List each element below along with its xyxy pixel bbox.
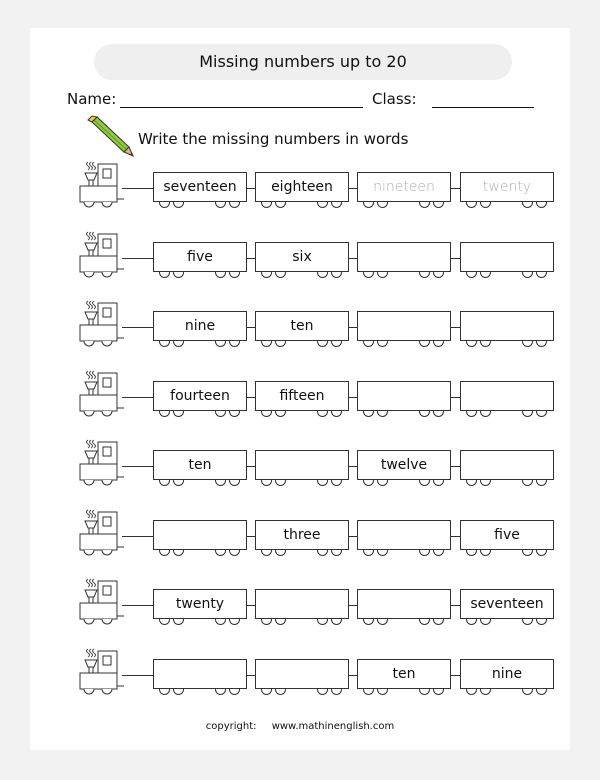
train-row xyxy=(78,161,538,211)
train-row xyxy=(78,439,538,489)
wheel xyxy=(275,550,286,556)
train-row xyxy=(78,300,538,350)
wheel xyxy=(480,550,491,556)
wheel xyxy=(377,480,388,486)
wheel xyxy=(419,689,430,695)
train-row xyxy=(78,370,538,420)
wheel xyxy=(275,689,286,695)
train-car: seventeen xyxy=(153,172,247,202)
wheel xyxy=(363,341,374,347)
car-coupler xyxy=(451,466,460,467)
pencil-icon xyxy=(86,115,136,157)
wheel xyxy=(419,411,430,417)
train-car-blank[interactable] xyxy=(255,450,349,480)
car-coupler xyxy=(349,675,357,676)
wheel xyxy=(261,341,272,347)
train-car: six xyxy=(255,242,349,272)
wheel xyxy=(433,480,444,486)
car-coupler xyxy=(349,605,357,606)
wheel xyxy=(229,619,240,625)
wheel xyxy=(173,341,184,347)
wheel xyxy=(331,272,342,278)
wheel xyxy=(215,619,226,625)
train-car: nineteen xyxy=(357,172,451,202)
wheel xyxy=(159,689,170,695)
wheel xyxy=(466,202,477,208)
wheel xyxy=(377,619,388,625)
car-coupler xyxy=(349,466,357,467)
car-coupler xyxy=(247,258,255,259)
wheel xyxy=(377,550,388,556)
car-coupler xyxy=(451,605,460,606)
wheel xyxy=(522,480,533,486)
train-car: fifteen xyxy=(255,381,349,411)
wheel xyxy=(363,411,374,417)
wheel xyxy=(331,341,342,347)
wheel xyxy=(331,202,342,208)
wheel xyxy=(419,619,430,625)
class-label: Class: xyxy=(372,90,417,108)
wheel xyxy=(536,550,547,556)
wheel xyxy=(229,689,240,695)
wheel xyxy=(377,202,388,208)
wheel xyxy=(419,550,430,556)
car-coupler xyxy=(349,258,357,259)
worksheet xyxy=(30,28,570,750)
train-car: nine xyxy=(460,659,554,689)
wheel xyxy=(536,202,547,208)
instruction-text: Write the missing numbers in words xyxy=(138,130,409,148)
train-row xyxy=(78,578,544,628)
class-line[interactable] xyxy=(432,107,534,108)
wheel xyxy=(466,689,477,695)
wheel xyxy=(522,619,533,625)
wheel xyxy=(331,689,342,695)
wheel xyxy=(522,272,533,278)
wheel xyxy=(331,550,342,556)
wheel xyxy=(317,272,328,278)
wheel xyxy=(215,480,226,486)
wheel xyxy=(433,619,444,625)
wheel xyxy=(363,550,374,556)
car-coupler xyxy=(247,466,255,467)
wheel xyxy=(466,619,477,625)
engine-coupler xyxy=(122,536,153,537)
wheel xyxy=(522,550,533,556)
wheel xyxy=(331,619,342,625)
wheel xyxy=(317,341,328,347)
train-car-blank[interactable] xyxy=(255,589,349,619)
wheel xyxy=(419,202,430,208)
wheel xyxy=(173,411,184,417)
wheel xyxy=(159,550,170,556)
wheel xyxy=(173,689,184,695)
train-car: eighteen xyxy=(255,172,349,202)
wheel xyxy=(317,411,328,417)
wheel xyxy=(173,480,184,486)
wheel xyxy=(466,411,477,417)
wheel xyxy=(466,480,477,486)
train-car-blank[interactable] xyxy=(460,381,554,411)
train-row xyxy=(78,648,538,698)
wheel xyxy=(159,202,170,208)
train-car: twenty xyxy=(153,589,247,619)
train-car: ten xyxy=(255,311,349,341)
car-coupler xyxy=(247,675,255,676)
wheel xyxy=(433,272,444,278)
wheel xyxy=(377,272,388,278)
engine-coupler xyxy=(122,258,153,259)
wheel xyxy=(363,272,374,278)
train-car-blank[interactable] xyxy=(460,450,554,480)
car-coupler xyxy=(247,397,255,398)
wheel xyxy=(480,689,491,695)
wheel xyxy=(480,619,491,625)
wheel xyxy=(331,411,342,417)
wheel xyxy=(363,689,374,695)
train-engine-icon xyxy=(78,509,124,559)
engine-coupler xyxy=(122,605,153,606)
train-row xyxy=(78,231,538,281)
engine-coupler xyxy=(122,397,153,398)
wheel xyxy=(229,341,240,347)
wheel xyxy=(536,619,547,625)
car-coupler xyxy=(451,188,460,189)
name-class-row xyxy=(67,88,537,112)
wheel xyxy=(229,272,240,278)
car-coupler xyxy=(349,536,357,537)
wheel xyxy=(433,202,444,208)
wheel xyxy=(536,689,547,695)
wheel xyxy=(363,480,374,486)
wheel xyxy=(480,272,491,278)
wheel xyxy=(433,411,444,417)
wheel xyxy=(377,411,388,417)
wheel xyxy=(275,202,286,208)
wheel xyxy=(159,341,170,347)
train-car: five xyxy=(460,520,554,550)
wheel xyxy=(215,341,226,347)
train-car: twenty xyxy=(460,172,554,202)
wheel xyxy=(215,202,226,208)
train-car-blank[interactable] xyxy=(357,242,451,272)
wheel xyxy=(466,272,477,278)
wheel xyxy=(261,202,272,208)
train-car-blank[interactable] xyxy=(357,311,451,341)
wheel xyxy=(173,619,184,625)
wheel xyxy=(433,689,444,695)
train-engine-icon xyxy=(78,300,124,350)
train-car-blank[interactable] xyxy=(460,311,554,341)
car-coupler xyxy=(247,327,255,328)
wheel xyxy=(275,480,286,486)
train-engine-icon xyxy=(78,231,124,281)
worksheet-title: Missing numbers up to 20 xyxy=(94,44,512,80)
wheel xyxy=(522,341,533,347)
wheel xyxy=(331,480,342,486)
train-car-blank[interactable] xyxy=(153,520,247,550)
wheel xyxy=(215,411,226,417)
wheel xyxy=(215,550,226,556)
train-car: three xyxy=(255,520,349,550)
wheel xyxy=(261,619,272,625)
wheel xyxy=(229,202,240,208)
wheel xyxy=(363,619,374,625)
car-coupler xyxy=(349,188,357,189)
wheel xyxy=(377,689,388,695)
wheel xyxy=(480,480,491,486)
car-coupler xyxy=(451,327,460,328)
train-engine-icon xyxy=(78,578,124,628)
train-car: twelve xyxy=(357,450,451,480)
car-coupler xyxy=(451,397,460,398)
train-car: five xyxy=(153,242,247,272)
wheel xyxy=(261,272,272,278)
wheel xyxy=(433,341,444,347)
wheel xyxy=(536,411,547,417)
wheel xyxy=(363,202,374,208)
wheel xyxy=(522,411,533,417)
website-link[interactable]: www.mathinenglish.com xyxy=(271,721,395,732)
wheel xyxy=(261,550,272,556)
wheel xyxy=(229,411,240,417)
wheel xyxy=(229,550,240,556)
car-coupler xyxy=(451,536,460,537)
car-coupler xyxy=(247,536,255,537)
wheel xyxy=(480,411,491,417)
wheel xyxy=(317,619,328,625)
car-coupler xyxy=(247,188,255,189)
car-coupler xyxy=(451,675,460,676)
train-car: nine xyxy=(153,311,247,341)
wheel xyxy=(536,480,547,486)
train-car-blank[interactable] xyxy=(153,659,247,689)
wheel xyxy=(536,272,547,278)
engine-coupler xyxy=(122,675,153,676)
train-engine-icon xyxy=(78,161,124,211)
wheel xyxy=(261,411,272,417)
train-car: ten xyxy=(153,450,247,480)
train-engine-icon xyxy=(78,439,124,489)
wheel xyxy=(317,550,328,556)
train-car: ten xyxy=(357,659,451,689)
wheel xyxy=(480,202,491,208)
wheel xyxy=(215,689,226,695)
wheel xyxy=(522,202,533,208)
car-coupler xyxy=(451,258,460,259)
wheel xyxy=(466,341,477,347)
car-coupler xyxy=(349,397,357,398)
engine-coupler xyxy=(122,466,153,467)
wheel xyxy=(159,272,170,278)
wheel xyxy=(159,480,170,486)
train-car: fourteen xyxy=(153,381,247,411)
wheel xyxy=(173,550,184,556)
name-label: Name: xyxy=(67,90,117,108)
train-engine-icon xyxy=(78,648,124,698)
train-car-blank[interactable] xyxy=(357,520,451,550)
wheel xyxy=(317,689,328,695)
wheel xyxy=(275,341,286,347)
wheel xyxy=(317,202,328,208)
wheel xyxy=(215,272,226,278)
train-car-blank[interactable] xyxy=(460,242,554,272)
wheel xyxy=(159,411,170,417)
train-car-blank[interactable] xyxy=(255,659,349,689)
wheel xyxy=(419,341,430,347)
wheel xyxy=(173,202,184,208)
train-engine-icon xyxy=(78,370,124,420)
wheel xyxy=(229,480,240,486)
wheel xyxy=(173,272,184,278)
wheel xyxy=(377,341,388,347)
car-coupler xyxy=(247,605,255,606)
wheel xyxy=(419,480,430,486)
footer xyxy=(30,721,570,732)
wheel xyxy=(480,341,491,347)
car-coupler xyxy=(349,327,357,328)
wheel xyxy=(275,411,286,417)
wheel xyxy=(275,619,286,625)
wheel xyxy=(159,619,170,625)
wheel xyxy=(433,550,444,556)
wheel xyxy=(261,689,272,695)
name-line[interactable] xyxy=(120,107,363,108)
train-car-blank[interactable] xyxy=(357,589,451,619)
wheel xyxy=(466,550,477,556)
wheel xyxy=(261,480,272,486)
engine-coupler xyxy=(122,327,153,328)
wheel xyxy=(275,272,286,278)
copyright-label: copyright: xyxy=(205,721,257,732)
wheel xyxy=(419,272,430,278)
wheel xyxy=(522,689,533,695)
train-car-blank[interactable] xyxy=(357,381,451,411)
wheel xyxy=(536,341,547,347)
wheel xyxy=(317,480,328,486)
engine-coupler xyxy=(122,188,153,189)
train-row xyxy=(78,509,538,559)
train-car: seventeen xyxy=(460,589,554,619)
